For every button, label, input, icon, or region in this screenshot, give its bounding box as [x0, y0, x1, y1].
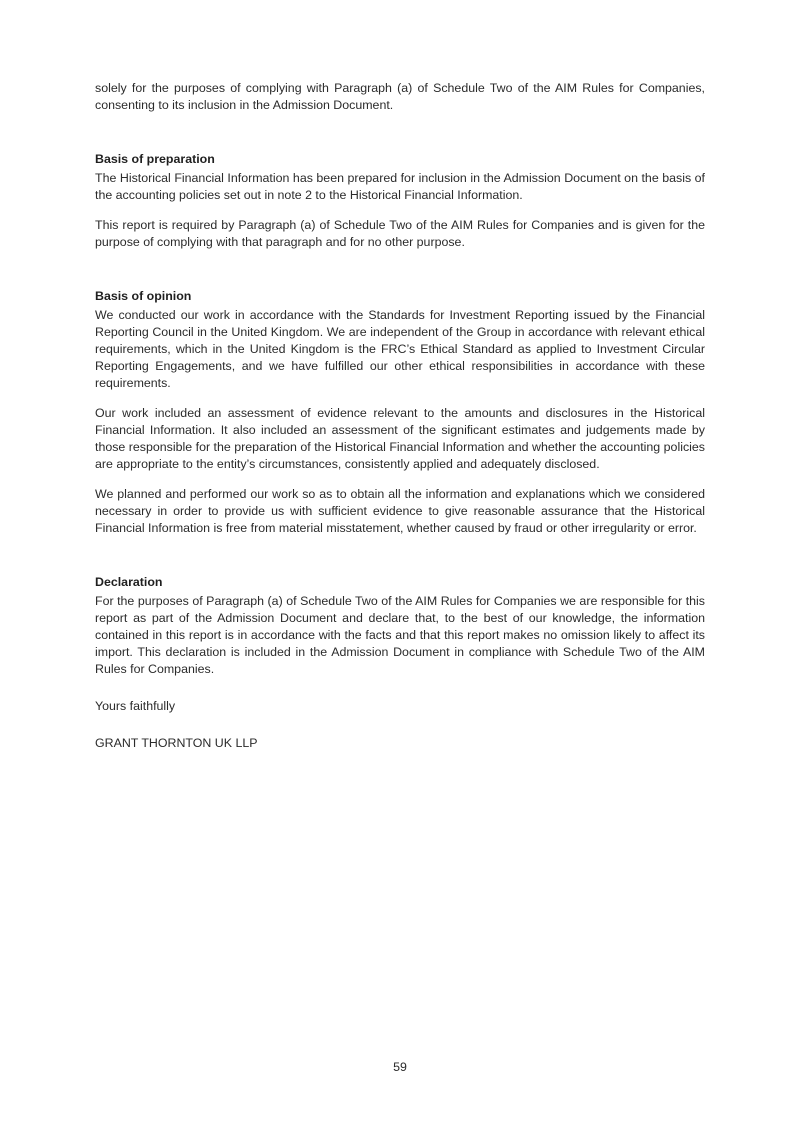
- section-spacer: [95, 127, 705, 151]
- declaration-paragraph: For the purposes of Paragraph (a) of Schedule Two of the AIM Rules for Companies we are responsible for this report as part of the Admission Document and declare that, to the best of our knowledge, the information contained in this report is in accordance with the facts and that this report makes no omission likely to affect its import. This declaration is included in the Admission Document in compliance with Schedule Two of the AIM Rules for Companies.: [95, 594, 705, 676]
- document-body: [95, 80, 705, 765]
- basis-of-opinion-section: [95, 288, 705, 537]
- declaration-section: [95, 574, 705, 678]
- intro-paragraph: solely for the purposes of complying with Paragraph (a) of Schedule Two of the AIM Rules for Companies, consenting to its inclusion in the Admission Document.: [95, 81, 705, 112]
- section-spacer: [95, 550, 705, 574]
- basis-of-opinion-paragraph-3: We planned and performed our work so as to obtain all the information and explanations which we considered necessary in order to provide us with sufficient evidence to give reasonable assurance that the Historical Financial Information is free from material misstatement, whether caused by fraud or other irregularity or error.: [95, 487, 705, 535]
- basis-of-opinion-paragraph-1: We conducted our work in accordance with the Standards for Investment Reporting issued by the Financial Reporting Council in the United Kingdom. We are independent of the Group in accordance with relevant ethical requirements, which in the United Kingdom is the FRC’s Ethical Standard as applied to Investment Circular Reporting Engagements, and we have fulfilled our other ethical responsibilities in accordance with these requirements.: [95, 308, 705, 390]
- basis-of-preparation-section: [95, 151, 705, 251]
- declaration-heading: Declaration: [95, 575, 163, 589]
- section-spacer: [95, 264, 705, 288]
- basis-of-opinion-heading: Basis of opinion: [95, 289, 192, 303]
- basis-of-opinion-paragraph-2: Our work included an assessment of evidence relevant to the amounts and disclosures in the Historical Financial Information. It also included an assessment of the significant estimates and judgements made by those responsible for the preparation of the Historical Financial Information and whether the accounting policies are appropriate to the entity’s circumstances, consistently applied and adequately disclosed.: [95, 406, 705, 471]
- basis-of-preparation-paragraph-2: This report is required by Paragraph (a) of Schedule Two of the AIM Rules for Companies and is given for the purpose of complying with that paragraph and for no other purpose.: [95, 218, 705, 249]
- basis-of-preparation-paragraph-1: The Historical Financial Information has been prepared for inclusion in the Admission Document on the basis of the accounting policies set out in note 2 to the Historical Financial Information.: [95, 171, 705, 202]
- basis-of-preparation-heading: Basis of preparation: [95, 152, 215, 166]
- salutation: Yours faithfully: [95, 699, 176, 713]
- signatory: GRANT THORNTON UK LLP: [95, 736, 258, 750]
- page-number: 59: [393, 1060, 407, 1074]
